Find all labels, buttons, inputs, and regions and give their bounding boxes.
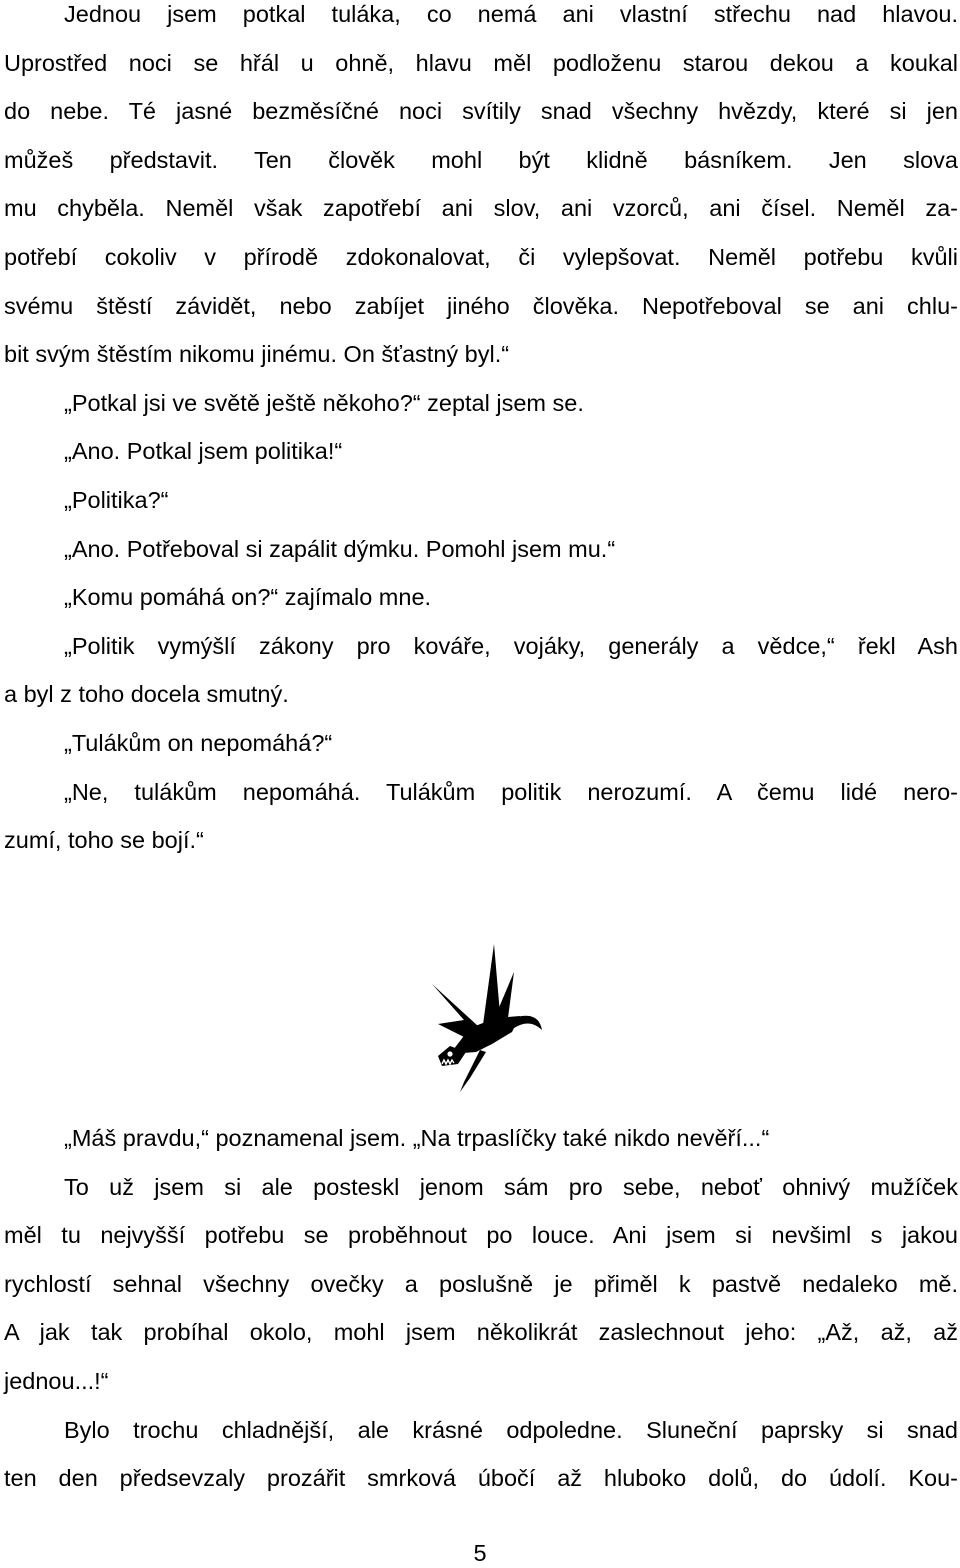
text-line: „Politik vymýšlí zákony pro kováře, vojáky, generály a vědce,“ řekl Ash [64, 632, 958, 659]
text-line: To už jsem si ale posteskl jenom sám pro sebe, neboť ohnivý mužíček [64, 1173, 958, 1200]
text-line: svému štěstí závidět, nebo zabíjet jiného člověka. Nepotřeboval se ani chlu- [4, 292, 958, 319]
text-line: „Potkal jsi ve světě ještě někoho?“ zeptal jsem se. [64, 389, 584, 416]
text-line: „Ne, tulákům nepomáhá. Tulákům politik nerozumí. A čemu lidé nero- [64, 778, 958, 805]
text-line: jednou...!“ [4, 1367, 109, 1394]
text-line: mu chyběla. Neměl však zapotřebí ani slov, ani vzorců, ani čísel. Neměl za- [4, 195, 958, 222]
text-line: do nebe. Té jasné bezměsíčné noci svítily snad všechny hvězdy, které si jen [4, 98, 958, 125]
text-line: Jednou jsem potkal tuláka, co nemá ani vlastní střechu nad hlavou. [64, 1, 958, 27]
text-line: zumí, toho se bojí.“ [4, 827, 204, 854]
text-line: rychlostí sehnal všechny ovečky a poslušně je přiměl k pastvě nedaleko mě. [4, 1270, 958, 1297]
text-line: „Komu pomáhá on?“ zajímalo mne. [64, 584, 432, 611]
dragon-illustration [420, 932, 560, 1094]
text-line: „Politika?“ [64, 486, 169, 513]
text-line: můžeš představit. Ten člověk mohl být klidně básníkem. Jen slova [4, 146, 958, 173]
text-line: měl tu nejvyšší potřebu se proběhnout po louce. Ani jsem si nevšiml s jakou [4, 1222, 958, 1249]
text-line: bit svým štěstím nikomu jinému. On šťastný byl.“ [4, 341, 510, 368]
text-line: potřebí cokoliv v přírodě zdokonalovat, či vylepšovat. Neměl potřebu kvůli [4, 243, 958, 270]
text-line: „Ano. Potřeboval si zapálit dýmku. Pomohl jsem mu.“ [64, 535, 616, 562]
text-line: Uprostřed noci se hřál u ohně, hlavu měl podloženu starou dekou a koukal [4, 49, 958, 76]
text-line: „Ano. Potkal jsem politika!“ [64, 438, 343, 465]
text-block-bottom [4, 1114, 958, 1503]
page-number: 5 [473, 1540, 487, 1566]
text-block-top [4, 0, 958, 865]
text-line: A jak tak probíhal okolo, mohl jsem několikrát zaslechnout jeho: „Až, až, až [4, 1319, 958, 1346]
text-line: „Tulákům on nepomáhá?“ [64, 729, 333, 756]
text-line: Bylo trochu chladnější, ale krásné odpoledne. Sluneční paprsky si snad [64, 1416, 958, 1443]
text-line: „Máš pravdu,“ poznamenal jsem. „Na trpaslíčky také nikdo nevěří...“ [64, 1125, 770, 1151]
dragon-silhouette-icon [420, 932, 560, 1094]
text-line: ten den předsevzaly prozářit smrková úbočí až hluboko dolů, do údolí. Kou- [4, 1465, 958, 1492]
text-line: a byl z toho docela smutný. [4, 681, 289, 708]
